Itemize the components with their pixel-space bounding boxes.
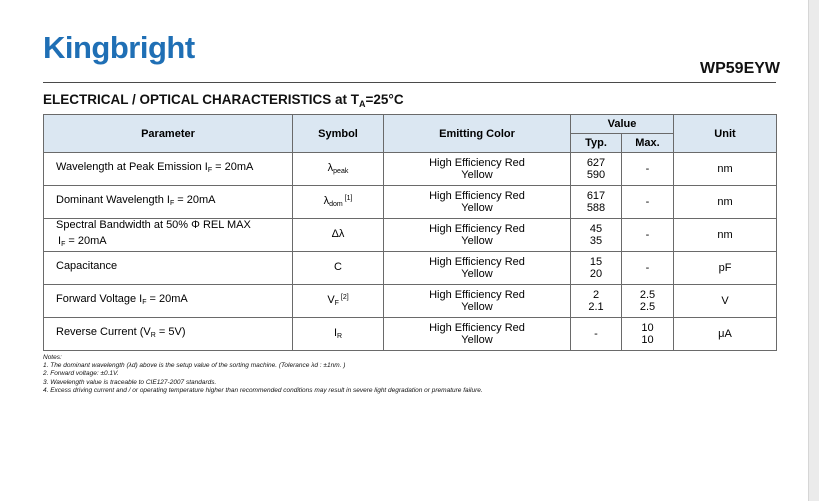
typ-line-1: 15 bbox=[589, 256, 603, 268]
cell-typ bbox=[571, 186, 622, 219]
notes-title: Notes: bbox=[43, 354, 62, 361]
note-4: 4. Excess driving current and / or operating temperature higher than recommended conditions may result in severe light degradation or premature failure. bbox=[43, 386, 483, 394]
note-3: 3. Wavelength value is traceable to CIE127-2007 standards. bbox=[43, 378, 217, 386]
table-row bbox=[44, 186, 777, 219]
table-row bbox=[44, 252, 777, 285]
symbol-footnote: [2] bbox=[338, 294, 349, 301]
color-line-2: Yellow bbox=[461, 235, 493, 247]
param-tail: = 20mA bbox=[174, 194, 216, 206]
table-row bbox=[44, 318, 777, 351]
typ-line-2: 2.1 bbox=[588, 301, 604, 313]
cell-symbol bbox=[293, 153, 384, 186]
param-line2-subscript: F bbox=[61, 241, 66, 248]
max-line-1: 2.5 bbox=[639, 289, 656, 301]
symbol-footnote: [1] bbox=[342, 195, 353, 202]
cell-symbol bbox=[293, 318, 384, 351]
cell-max bbox=[622, 153, 674, 186]
symbol-text: λ bbox=[327, 162, 334, 174]
param-subscript: R bbox=[150, 332, 156, 339]
param-text: Forward Voltage I bbox=[56, 293, 143, 305]
header-value: Value bbox=[571, 115, 674, 134]
cell-emitting-color bbox=[384, 285, 571, 318]
kingbright-logo: Kingbright bbox=[43, 30, 195, 65]
cell-typ bbox=[571, 285, 622, 318]
param-tail: = 20mA bbox=[212, 161, 254, 173]
color-line-1: High Efficiency Red bbox=[429, 157, 525, 169]
cell-typ bbox=[571, 153, 622, 186]
header-typ: Typ. bbox=[571, 134, 622, 153]
cell-max bbox=[622, 219, 674, 252]
typ-line-2: 588 bbox=[586, 202, 606, 214]
cell-max bbox=[622, 318, 674, 351]
color-line-2: Yellow bbox=[461, 268, 493, 280]
notes bbox=[43, 354, 483, 395]
max-line-1: 10 bbox=[641, 322, 654, 334]
note-1: 1. The dominant wavelength (λd) above is the setup value of the sorting machine. (Tolerance λd : ±1nm. ) bbox=[43, 362, 346, 370]
param-subscript: F bbox=[207, 167, 213, 174]
table-row bbox=[44, 153, 777, 186]
part-number: WP59EYW bbox=[700, 60, 781, 77]
typ-line-1: 617 bbox=[586, 190, 606, 202]
typ-line-2: 590 bbox=[586, 169, 606, 181]
header-max: Max. bbox=[622, 134, 674, 153]
note-2: 2. Forward voltage: ±0.1V. bbox=[43, 370, 119, 378]
symbol-text: Δλ bbox=[331, 228, 345, 240]
typ-line-2: 35 bbox=[589, 235, 603, 247]
header-unit: Unit bbox=[674, 115, 777, 153]
cell-max bbox=[622, 186, 674, 219]
header-parameter: Parameter bbox=[44, 115, 293, 153]
color-line-1: High Efficiency Red bbox=[429, 223, 525, 235]
cell-max bbox=[622, 252, 674, 285]
cell-symbol bbox=[293, 219, 384, 252]
symbol-text: λ bbox=[323, 195, 330, 207]
section-title-sub: A bbox=[359, 99, 366, 109]
param-text: Capacitance bbox=[56, 260, 118, 272]
characteristics-table bbox=[43, 114, 777, 351]
param-text: Wavelength at Peak Emission I bbox=[56, 161, 208, 173]
param-subscript: F bbox=[169, 200, 175, 207]
cell-unit: pF bbox=[674, 252, 777, 285]
max-line-1: - bbox=[645, 196, 650, 208]
color-line-2: Yellow bbox=[461, 301, 493, 313]
header-symbol: Symbol bbox=[293, 115, 384, 153]
cell-parameter bbox=[44, 252, 293, 285]
cell-symbol bbox=[293, 252, 384, 285]
param-text: Dominant Wavelength I bbox=[56, 194, 170, 206]
param-text: Reverse Current (V bbox=[56, 326, 151, 338]
max-line-2: 2.5 bbox=[639, 301, 656, 313]
cell-parameter bbox=[44, 318, 293, 351]
header-divider bbox=[43, 82, 776, 83]
color-line-1: High Efficiency Red bbox=[429, 256, 525, 268]
color-line-1: High Efficiency Red bbox=[429, 322, 525, 334]
typ-line-1: 45 bbox=[589, 223, 603, 235]
typ-line-1: 627 bbox=[586, 157, 606, 169]
symbol-subscript: peak bbox=[333, 168, 349, 175]
cell-typ bbox=[571, 318, 622, 351]
max-line-1: - bbox=[645, 262, 650, 274]
param-text: Spectral Bandwidth at 50% Φ REL MAX bbox=[56, 219, 251, 231]
cell-parameter bbox=[44, 219, 293, 252]
cell-symbol bbox=[293, 186, 384, 219]
cell-emitting-color bbox=[384, 153, 571, 186]
section-title-prefix: ELECTRICAL / OPTICAL CHARACTERISTICS at T bbox=[43, 92, 360, 107]
max-line-1: - bbox=[645, 229, 650, 241]
color-line-2: Yellow bbox=[461, 169, 493, 181]
cell-unit: nm bbox=[674, 153, 777, 186]
color-line-1: High Efficiency Red bbox=[429, 190, 525, 202]
section-title-suffix: =25°C bbox=[365, 92, 404, 107]
cell-symbol bbox=[293, 285, 384, 318]
symbol-text: I bbox=[333, 327, 337, 339]
color-line-1: High Efficiency Red bbox=[429, 289, 525, 301]
color-line-2: Yellow bbox=[461, 334, 493, 346]
cell-emitting-color bbox=[384, 186, 571, 219]
param-line2-tail: = 20mA bbox=[65, 235, 107, 247]
param-tail: = 5V) bbox=[155, 326, 186, 338]
table-row bbox=[44, 285, 777, 318]
cell-unit: μA bbox=[674, 318, 777, 351]
typ-line-1: 2 bbox=[592, 289, 600, 301]
param-tail: = 20mA bbox=[146, 293, 188, 305]
max-line-2: 10 bbox=[641, 334, 654, 346]
symbol-subscript: dom bbox=[329, 201, 343, 208]
typ-line-2: 20 bbox=[589, 268, 603, 280]
cell-emitting-color bbox=[384, 252, 571, 285]
section-title bbox=[43, 92, 404, 109]
cell-emitting-color bbox=[384, 219, 571, 252]
cell-max bbox=[622, 285, 674, 318]
viewer-scrollbar-track[interactable] bbox=[808, 0, 819, 501]
symbol-subscript: R bbox=[337, 333, 343, 340]
param-line2: I bbox=[58, 235, 62, 247]
cell-typ bbox=[571, 219, 622, 252]
cell-parameter bbox=[44, 153, 293, 186]
cell-parameter bbox=[44, 186, 293, 219]
table-row bbox=[44, 219, 777, 252]
header-emitting-color: Emitting Color bbox=[384, 115, 571, 153]
cell-unit: nm bbox=[674, 219, 777, 252]
cell-unit: V bbox=[674, 285, 777, 318]
max-line-1: - bbox=[645, 163, 650, 175]
symbol-text: V bbox=[327, 294, 335, 306]
cell-unit: nm bbox=[674, 186, 777, 219]
param-subscript: F bbox=[142, 299, 147, 306]
symbol-subscript: F bbox=[334, 300, 339, 307]
cell-emitting-color bbox=[384, 318, 571, 351]
symbol-text: C bbox=[334, 261, 342, 273]
typ-line-1: - bbox=[594, 328, 598, 340]
cell-typ bbox=[571, 252, 622, 285]
color-line-2: Yellow bbox=[461, 202, 493, 214]
cell-parameter bbox=[44, 285, 293, 318]
